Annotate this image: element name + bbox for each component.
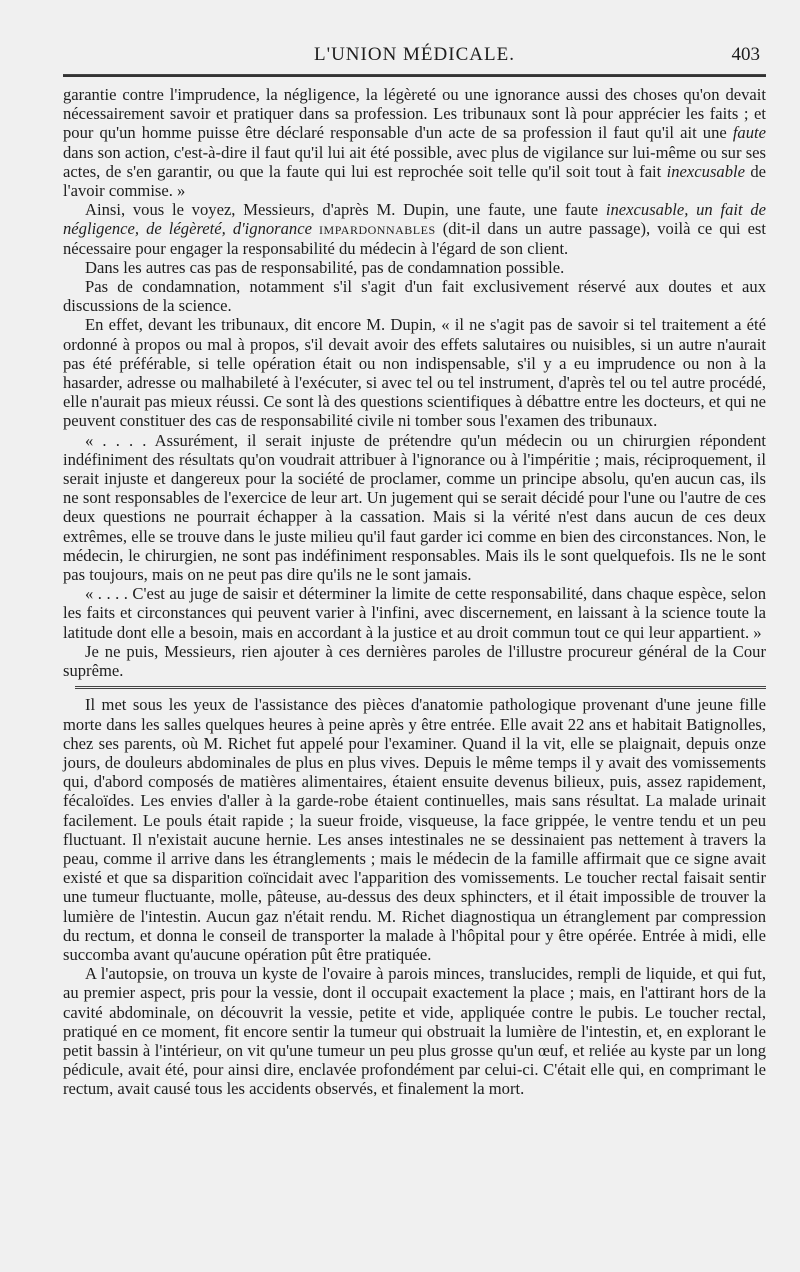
section-separator <box>75 686 766 689</box>
page-header <box>63 38 766 72</box>
quote-paragraph: « . . . . C'est au juge de saisir et déterminer la limite de cette responsabilité, dans chaque espèce, selon les faits et circonstances qui peuvent varier à l'infini, avec discernement, en laissant à la science toute la latitude dont elle a besoin, mais en accordant à la justice et au droit commun tout ce qui leur appartient. » <box>63 584 766 642</box>
quote-paragraph: En effet, devant les tribunaux, dit encore M. Dupin, « il ne s'agit pas de savoir si tel traitement a été ordonné à propos ou mal à propos, s'il devait avoir des effets salutaires ou nuisibles, si un autre n'aurait pas été préférable, si telle opération était ou non indispensable, s'il y a eu imprudence ou non à la hasarder, adresse ou malhabileté à l'exécuter, si avec tel ou tel instrument, d'après tel ou tel autre procédé, elle n'aurait pas mieux réussi. Ce sont là des questions scientifiques à débattre entre les docteurs, et qui ne peuvent constituer des cas de responsabilité civile ni tomber sous l'examen des tribunaux. <box>63 315 766 431</box>
paragraph: Dans les autres cas pas de responsabilité, pas de condamnation possible. <box>85 257 565 277</box>
section-case-report <box>63 695 766 1098</box>
paragraph: Il met sous les yeux de l'assistance des pièces d'anatomie pathologique provenant d'une jeune fille morte dans les salles quelques heures à peine après y être entrée. Elle avait 22 ans et habitait Batignolles, chez ses parents, où M. Richet fut appelé pour l'examiner. Quand il la vit, elle se plaignait, depuis onze jours, de douleurs abdominales de plus en plus vives. Depuis le même temps il y avait des vomissements qui, d'abord composés de matières alimentaires, étaient ensuite devenus bilieux, puis, assez rapidement, fécaloïdes. Les envies d'aller à la garde-robe étaient continuelles, mais sans résultat. La malade urinait facilement. Le pouls était rapide ; la sueur froide, visqueuse, la face grippée, le ventre tendu et un peu fluctuant. Il n'existait aucune hernie. Les anses intestinales ne se dessinaient pas nettement à travers la peau, comme il arrive dans les étranglements ; mais le médecin de la famille affirmait que ce signe avait existé et que sa disparition coïncidait avec l'apparition des vomissements. Le toucher rectal faisait sentir une tumeur fluctuante, molle, pâteuse, au-dessus des deux sphincters, et il était impossible de trouver la lumière de l'intestin. Aucun gaz n'était rendu. M. Richet diagnostiqua un étranglement par compression du rectum, et donna le conseil de transporter la malade à l'hôpital pour y être opérée. Entrée à midi, elle succomba avant qu'aucune opération pût être pratiquée. <box>63 695 766 964</box>
section-jurisprudence <box>63 85 766 680</box>
paragraph: A l'autopsie, on trouva un kyste de l'ovaire à parois minces, translucides, rempli de liquide, et qui fut, au premier aspect, pris pour la vessie, dont il occupait exactement la place ; mais, en l'attirant hors de la cavité abdominale, on découvrit la vessie, petite et vide, appliquée contre le pubis. Le toucher rectal, pratiqué en ce moment, fit encore sentir la tumeur qui obstruait la lumière de l'intestin, et, en explorant le petit bassin à l'intérieur, on vit qu'une tumeur un peu plus grosse qu'un œuf, et reliée au kyste par un long pédicule, avait été, pour ainsi dire, enclavée profondément par celui-ci. C'était elle qui, en comprimant le rectum, avait causé tous les accidents observés, et finalement la mort. <box>63 964 766 1099</box>
quote-paragraph: « . . . . Assurément, il serait injuste de prétendre qu'un médecin ou un chirurgien répondent indéfiniment des résultats qu'on voudrait attribuer à l'ignorance ou à l'impéritie ; mais, réciproquement, il serait injuste et dangereux pour la société de proclamer, comme un principe absolu, qu'en aucun cas, ils ne sont responsables de l'exercice de leur art. Un jugement qui se serait décidé pour l'une ou l'autre de ces deux questions ne pourrait échapper à la cassation. Mais si la vérité n'est dans aucun de ces deux extrêmes, elle se trouve dans le juste milieu qu'il faut garder ici comme en bien des circonstances. Non, le médecin, le chirurgien, ne sont pas indéfiniment responsables. Mais ils le sont quelquefois. Ils ne le sont pas toujours, mais on ne peut pas dire qu'ils ne le sont jamais. <box>63 430 766 585</box>
running-title: L'UNION MÉDICALE. <box>314 44 515 65</box>
page-number: 403 <box>731 44 760 65</box>
paragraph: garantie contre l'imprudence, la négligence, la légèreté ou une ignorance aussi des choses qu'on devait nécessairement savoir et pratiquer dans sa profession. Les tribunaux sont là pour apprécier les faits ; et pour qu'un homme puisse être déclaré responsable d'un acte de sa profession il faut qu'il ait une faute dans son action, c'est-à-dire il faut qu'il lui ait été possible, avec plus de vigilance sur lui-même ou sur ses actes, de s'en garantir, ou que la faute qui lui est reprochée soit telle qu'il soit tout à fait inexcusable de l'avoir commise. » <box>63 85 766 201</box>
paragraph: Pas de condamnation, notamment s'il s'agit d'un fait exclusivement réservé aux doutes et aux discussions de la science. <box>63 277 766 316</box>
header-rule-thick <box>63 75 766 77</box>
paragraph: Ainsi, vous le voyez, Messieurs, d'après M. Dupin, une faute, une faute inexcusable, un fait de négligence, de légèreté, d'ignorance impardonnables (dit-il dans un autre passage), voilà ce qui est nécessaire pour engager la responsabilité du médecin à l'égard de son client. <box>63 200 767 258</box>
paragraph: Je ne puis, Messieurs, rien ajouter à ces dernières paroles de l'illustre procureur général de la Cour suprême. <box>63 641 766 681</box>
